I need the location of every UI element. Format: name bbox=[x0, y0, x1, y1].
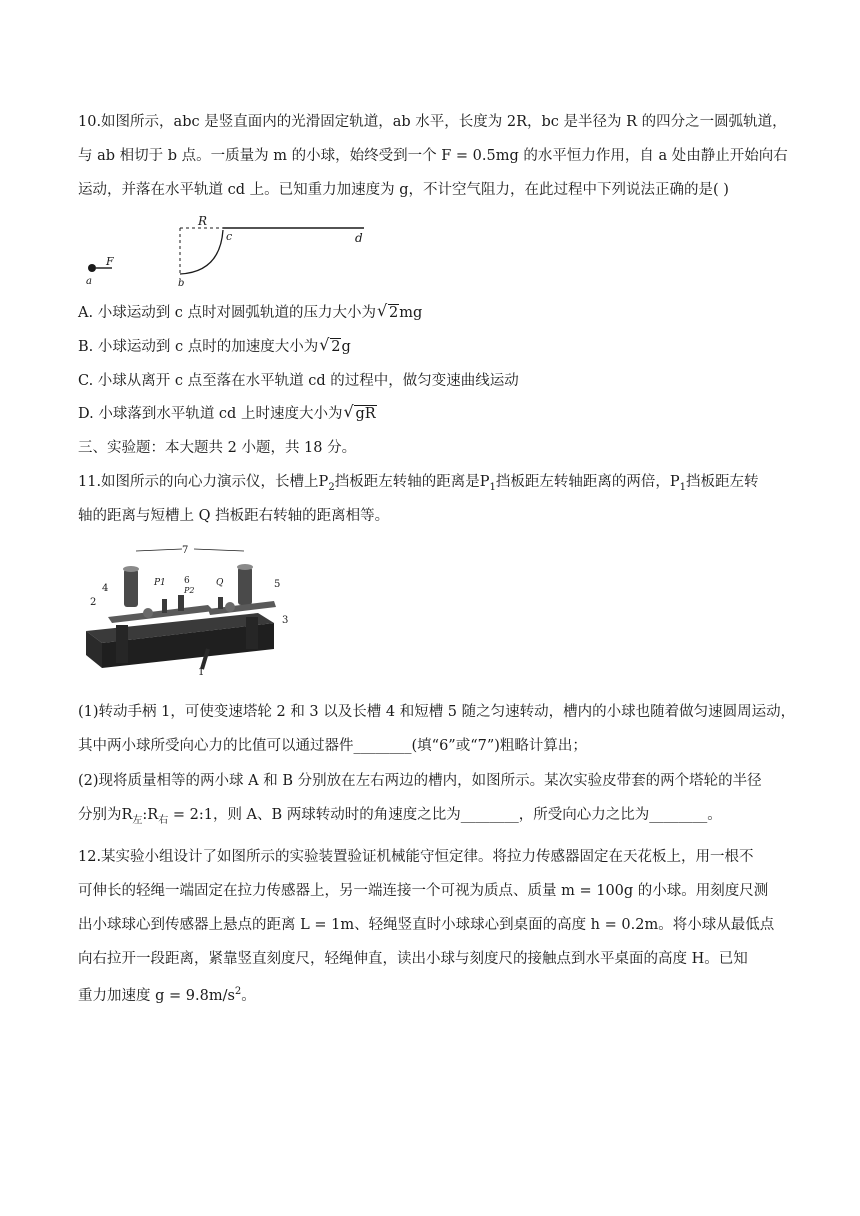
label-6: 6 bbox=[184, 576, 190, 586]
q11-stem-line-2: 轴的距离与短槽上 Q 挡板距右转轴的距离相等。 bbox=[78, 508, 390, 524]
label-b: b bbox=[178, 278, 185, 289]
label-a: A bbox=[144, 598, 151, 608]
label-7: 7 bbox=[182, 545, 189, 556]
label-5: 5 bbox=[274, 579, 281, 590]
section-three-heading: 三、实验题：本大题共 2 小题，共 18 分。 bbox=[78, 440, 357, 456]
sqrt-symbol: √ 2 bbox=[319, 335, 341, 355]
sqrt-symbol: √ gR bbox=[343, 402, 376, 422]
option-b: B. 小球运动到 c 点时的加速度大小为 √ 2g bbox=[78, 335, 351, 355]
label-d: d bbox=[355, 231, 363, 245]
q12-line-2: 可伸长的轻绳一端固定在拉力传感器上，另一端连接一个可视为质点、质量 m = 100g 的小球。用刻度尺测 bbox=[78, 883, 769, 899]
q10-stem-line-2: 与 ab 相切于 b 点。一质量为 m 的小球，始终受到一个 F = 0.5mg 的水平恒力作用，自 a 处由静止开始向右 bbox=[78, 148, 788, 164]
baffle-p2 bbox=[178, 595, 184, 611]
option-c: C. 小球从离开 c 点至落在水平轨道 cd 的过程中，做匀变速曲线运动 bbox=[78, 373, 519, 389]
label-q: Q bbox=[216, 578, 224, 588]
q10-stem-line-1: 10.如图所示，abc 是竖直面内的光滑固定轨道，ab 水平，长度为 2R，bc 是半径为 R 的四分之一圆弧轨道， bbox=[78, 114, 787, 130]
q12-line-3: 出小球球心到传感器上悬点的距离 L = 1m、轻绳竖直时小球球心到桌面的高度 h = 0.2m。将小球从最低点 bbox=[78, 917, 775, 933]
label-F: F bbox=[106, 255, 114, 268]
option-a: A. 小球运动到 c 点时对圆弧轨道的压力大小为 √ 2mg bbox=[78, 301, 423, 321]
ball-a bbox=[143, 608, 153, 618]
option-d: D. 小球落到水平轨道 cd 上时速度大小为 √ gR bbox=[78, 402, 376, 422]
label-R: R bbox=[198, 214, 208, 228]
q11-part1-line-1: (1)转动手柄 1，可使变速塔轮 2 和 3 以及长槽 4 和短槽 5 随之匀速转动，槽内的小球也随着做匀速圆周运动， bbox=[78, 704, 796, 720]
q12-line-1: 12.某实验小组设计了如图所示的实验装置验证机械能守恒定律。将拉力传感器固定在天花板上，用一根不 bbox=[78, 849, 754, 865]
quarter-arc-track bbox=[180, 230, 223, 274]
q11-part2-line-2: 分别为$R_左:R_右$ = 2:1，则 A、B 两球转动时的角速度之比为________，所受向心力之比为________。 bbox=[78, 807, 722, 826]
label-3: 3 bbox=[282, 615, 289, 626]
q12-line-4: 向右拉开一段距离，紧靠竖直刻度尺，轻绳伸直，读出小球与刻度尺的接触点到水平桌面的高度 H。已知 bbox=[78, 951, 748, 967]
q11-part1-line-2: 其中两小球所受向心力的比值可以通过器件________(填“6”或“7”)粗略计算出； bbox=[78, 738, 587, 754]
baffle-p1 bbox=[162, 599, 167, 613]
label-p2: P2 bbox=[184, 586, 195, 595]
label-b: B bbox=[226, 595, 233, 605]
q10-stem-line-3: 运动，并落在水平轨道 cd 上。已知重力加速度为 g，不计空气阻力，在此过程中下列说法正确的是( ) bbox=[78, 182, 729, 198]
right-sleeve bbox=[238, 567, 252, 605]
label-1: 1 bbox=[198, 667, 205, 678]
base-leg bbox=[246, 617, 258, 649]
sqrt-symbol: √ 2 bbox=[377, 301, 399, 321]
base-leg bbox=[116, 625, 128, 663]
label-4: 4 bbox=[102, 583, 109, 594]
centripetal-apparatus-figure bbox=[78, 543, 300, 678]
ball-icon bbox=[88, 264, 96, 272]
q11-part2-line-1: (2)现将质量相等的两小球 A 和 B 分别放在左右两边的槽内，如图所示。某次实验皮带套的两个塔轮的半径 bbox=[78, 773, 762, 789]
label-a: a bbox=[86, 276, 92, 287]
q10-track-figure bbox=[80, 212, 380, 292]
baffle-q bbox=[218, 597, 223, 609]
label-p1: P1 bbox=[154, 578, 166, 588]
q12-line-5: 重力加速度 $g = 9.8m/s^2$。 bbox=[78, 986, 256, 1004]
left-sleeve bbox=[124, 569, 138, 607]
label-2: 2 bbox=[90, 597, 97, 608]
q11-stem-line-1: 11.如图所示的向心力演示仪，长槽上$P_2$挡板距左转轴的距离是$P_1$挡板距左转轴距离的两倍，$P_1$挡板距左转 bbox=[78, 474, 759, 493]
label-c: c bbox=[226, 230, 233, 243]
